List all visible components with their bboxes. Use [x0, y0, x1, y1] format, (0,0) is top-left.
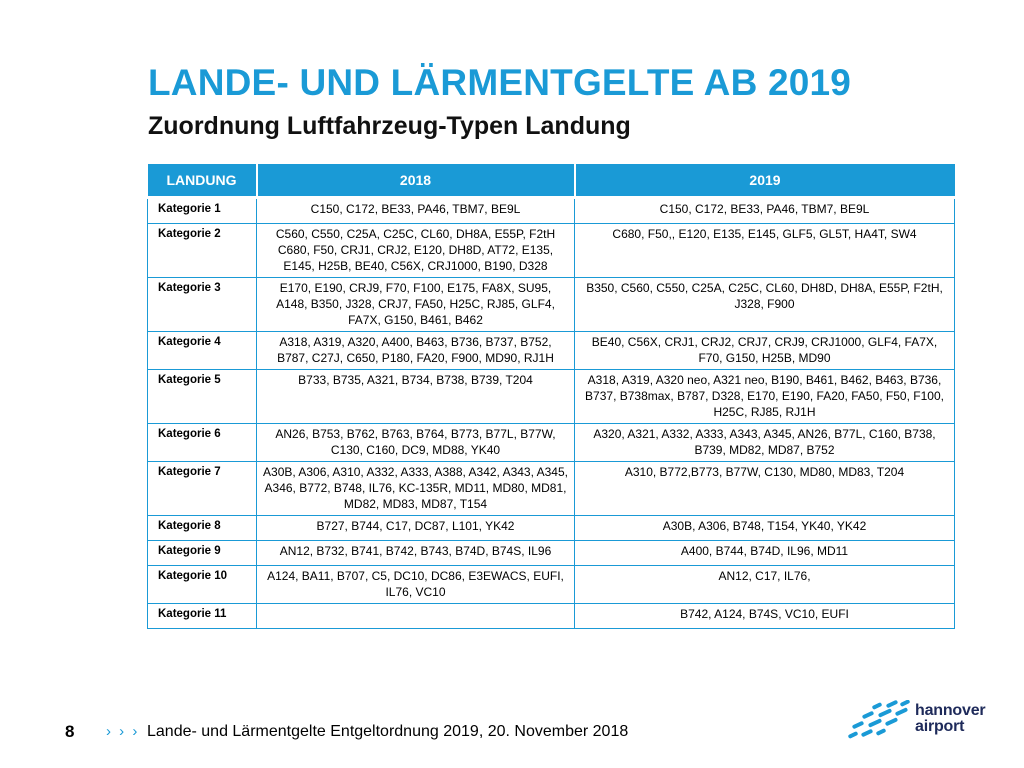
types-2018: C560, C550, C25A, C25C, CL60, DH8A, E55P, F2tH C680, F50, CRJ1, CRJ2, E120, DH8D, AT72, E135, E145, H25B, BE40, C56X, CRJ1000, B190, D328	[257, 224, 575, 278]
types-2018: A318, A319, A320, A400, B463, B736, B737, B752, B787, C27J, C650, P180, FA20, F900, MD90, RJ1H	[257, 332, 575, 370]
types-2019: B350, C560, C550, C25A, C25C, CL60, DH8D, DH8A, E55P, F2tH, J328, F900	[575, 278, 955, 332]
category-label: Kategorie 6	[148, 424, 257, 462]
header-2019: 2019	[575, 164, 955, 198]
page-number: 8	[65, 722, 75, 741]
category-label: Kategorie 1	[148, 198, 257, 224]
table-row	[148, 332, 955, 370]
table-row	[148, 604, 955, 629]
table-row	[148, 198, 955, 224]
types-2018: AN26, B753, B762, B763, B764, B773, B77L, B77W, C130, C160, DC9, MD88, YK40	[257, 424, 575, 462]
types-2019: A310, B772,B773, B77W, C130, MD80, MD83, T204	[575, 462, 955, 516]
types-2018: B727, B744, C17, DC87, L101, YK42	[257, 516, 575, 541]
types-2018: A124, BA11, B707, C5, DC10, DC86, E3EWACS, EUFI, IL76, VC10	[257, 566, 575, 604]
table-row	[148, 224, 955, 278]
category-label: Kategorie 5	[148, 370, 257, 424]
types-2018	[257, 604, 575, 629]
types-2018: C150, C172, BE33, PA46, TBM7, BE9L	[257, 198, 575, 224]
table-row	[148, 566, 955, 604]
footer-text: Lande- und Lärmentgelte Entgeltordnung 2019, 20. November 2018	[147, 723, 629, 740]
page-title: LANDE- UND LÄRMENTGELTE AB 2019	[148, 62, 852, 103]
types-2019: AN12, C17, IL76,	[575, 566, 955, 604]
types-2018: AN12, B732, B741, B742, B743, B74D, B74S, IL96	[257, 541, 575, 566]
types-2019: C680, F50,, E120, E135, E145, GLF5, GL5T, HA4T, SW4	[575, 224, 955, 278]
types-2018: B733, B735, A321, B734, B738, B739, T204	[257, 370, 575, 424]
category-label: Kategorie 11	[148, 604, 257, 629]
table-row	[148, 424, 955, 462]
category-label: Kategorie 2	[148, 224, 257, 278]
header-2018: 2018	[257, 164, 575, 198]
chevrons-icon: › › ›	[106, 723, 140, 740]
types-2019: A400, B744, B74D, IL96, MD11	[575, 541, 955, 566]
header-landung: LANDUNG	[148, 164, 257, 198]
table-row	[148, 278, 955, 332]
table-row	[148, 370, 955, 424]
logo-text	[915, 703, 985, 735]
types-2019: A320, A321, A332, A333, A343, A345, AN26, B77L, C160, B738, B739, MD82, MD87, B752	[575, 424, 955, 462]
category-label: Kategorie 4	[148, 332, 257, 370]
types-2018: A30B, A306, A310, A332, A333, A388, A342, A343, A345, A346, B772, B748, IL76, KC-135R, MD11, MD80, MD81, MD82, MD83, MD87, T154	[257, 462, 575, 516]
category-label: Kategorie 3	[148, 278, 257, 332]
types-2019: A318, A319, A320 neo, A321 neo, B190, B461, B462, B463, B736, B737, B738max, B787, D328, E170, E190, FA20, FA50, F50, F100, H25C, RJ85, RJ1H	[575, 370, 955, 424]
types-2018: E170, E190, CRJ9, F70, F100, E175, FA8X, SU95, A148, B350, J328, CRJ7, FA50, H25C, RJ85, GLF4, FA7X, G150, B461, B462	[257, 278, 575, 332]
types-2019: A30B, A306, B748, T154, YK40, YK42	[575, 516, 955, 541]
category-label: Kategorie 10	[148, 566, 257, 604]
types-2019: B742, A124, B74S, VC10, EUFI	[575, 604, 955, 629]
logo-line1: hannover	[915, 702, 986, 719]
category-label: Kategorie 8	[148, 516, 257, 541]
aircraft-category-table	[147, 164, 955, 629]
table-header-row	[148, 164, 955, 198]
table-row	[148, 516, 955, 541]
page-subtitle: Zuordnung Luftfahrzeug-Typen Landung	[148, 112, 631, 140]
category-label: Kategorie 9	[148, 541, 257, 566]
types-2019: C150, C172, BE33, PA46, TBM7, BE9L	[575, 198, 955, 224]
table-row	[148, 541, 955, 566]
category-label: Kategorie 7	[148, 462, 257, 516]
logo-line2: airport	[915, 718, 965, 735]
table-row	[148, 462, 955, 516]
types-2019: BE40, C56X, CRJ1, CRJ2, CRJ7, CRJ9, CRJ1000, GLF4, FA7X, F70, G150, H25B, MD90	[575, 332, 955, 370]
